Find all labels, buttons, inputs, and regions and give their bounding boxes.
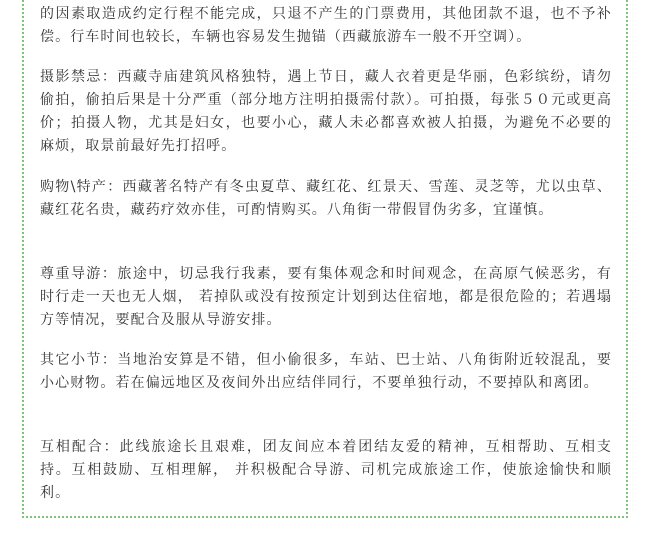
paragraph-shopping-specialties: 购物\特产：西藏著名特产有冬虫夏草、藏红花、红景天、雪莲、灵芝等，尤以虫草、藏红花名贵，藏药疗效亦佳，可酌情购买。八角街一带假冒伪劣多，宜谨慎。 — [40, 179, 612, 218]
paragraph-itinerary-note: 的因素取造成约定行程不能完成，只退不产生的门票费用，其他团款不退，也不予补偿。行车时间也较长，车辆也容易发生抛锚（西藏旅游车一般不开空调）。 — [40, 6, 612, 45]
paragraph-mutual-cooperation: 互相配合：此线旅途长且艰难，团友间应本着团结友爱的精神，互相帮助、互相支持。互相鼓励、互相理解， 并积极配合导游、司机完成旅途工作，使旅途愉快和顺利。 — [40, 439, 612, 501]
paragraph-photography-taboos: 摄影禁忌：西藏寺庙建筑风格独特，遇上节日，藏人衣着更是华丽，色彩缤纷，请勿偷拍，偷拍后果是十分严重（部分地方注明拍摄需付款）。可拍摄，每张５０元或更高价；拍摄人物，尤其是妇女，也要小心，藏人未必都喜欢被人拍摄，为避免不必要的麻烦，取景前最好先打招呼。 — [40, 69, 612, 154]
paragraph-other-tips: 其它小节：当地治安算是不错，但小偷很多，车站、巴士站、八角街附近较混乱，要小心财物。若在偏远地区及夜间外出应结伴同行，不要单独行动，不要掉队和离团。 — [40, 352, 612, 391]
paragraph-respect-guide: 尊重导游：旅途中，切忌我行我素，要有集体观念和时间观念，在高原气候恶劣，有时行走一天也无人烟， 若掉队或没有按预定计划到达住宿地，都是很危险的；若遇塌方等情况，要配合及服从导游安排。 — [40, 266, 612, 328]
